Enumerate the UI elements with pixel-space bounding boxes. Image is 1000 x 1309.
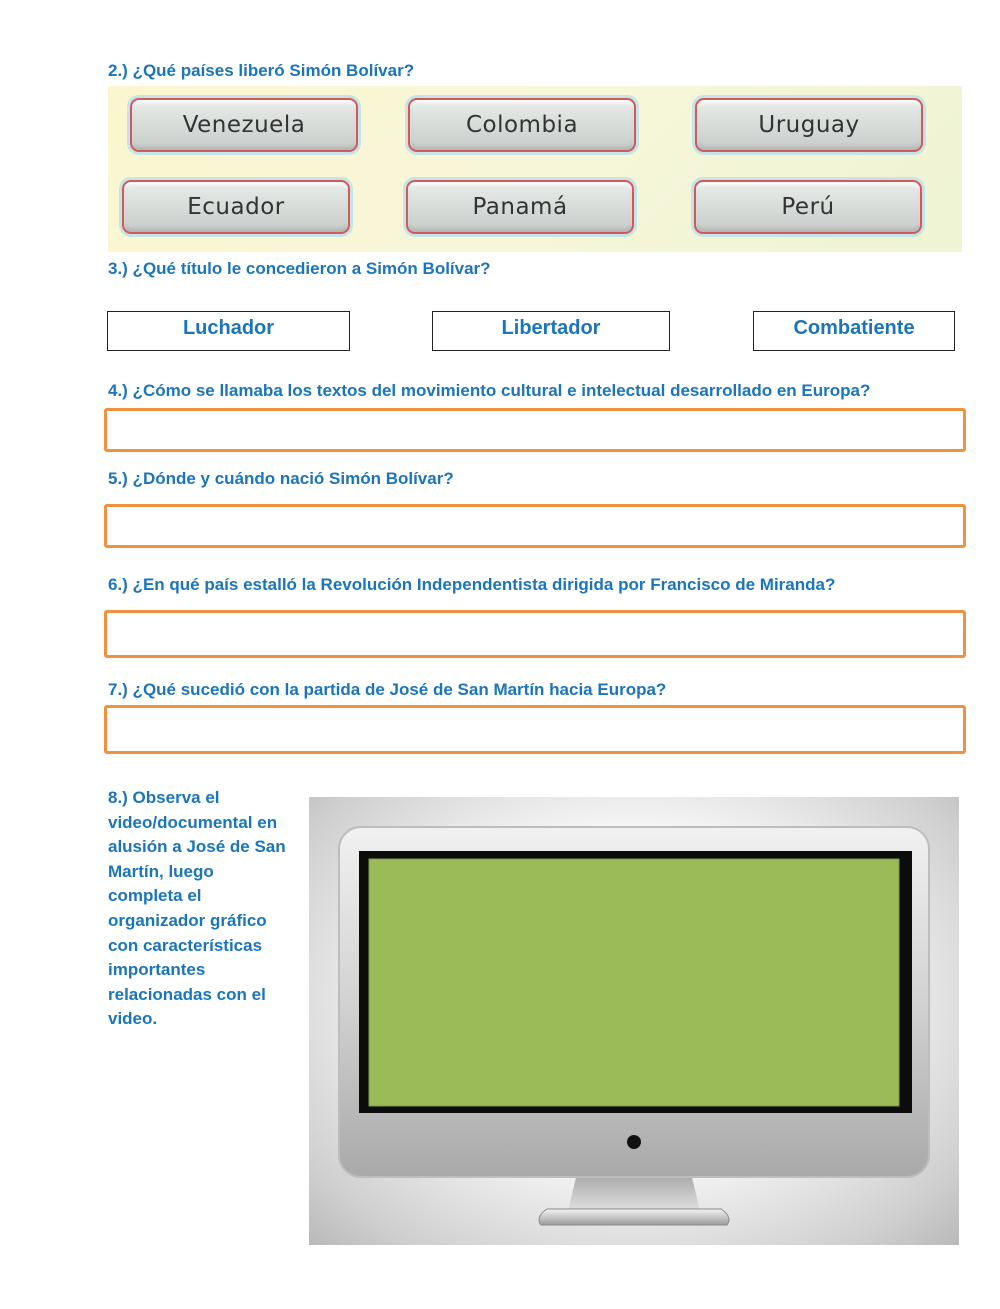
- question-5: 5.) ¿Dónde y cuándo nació Simón Bolívar?: [108, 469, 454, 488]
- option-libertador-box[interactable]: Libertador: [432, 311, 670, 351]
- question-8-line: organizador gráfico: [108, 910, 267, 930]
- monitor-image: [309, 797, 959, 1245]
- question-8-line: completa el: [108, 886, 202, 906]
- option-uruguay-button[interactable]: Uruguay: [695, 98, 923, 152]
- monitor-stand-base: [539, 1209, 729, 1225]
- answer-5-field[interactable]: [104, 504, 966, 548]
- option-combatiente-box[interactable]: Combatiente: [753, 311, 955, 351]
- monitor-screen: [369, 859, 899, 1106]
- option-peru-button[interactable]: Perú: [694, 180, 922, 234]
- power-button-icon: [627, 1135, 641, 1149]
- question-8-line: video.: [108, 1009, 158, 1029]
- question-8-line: Martín, luego: [108, 861, 214, 881]
- question-8: [108, 786, 300, 1032]
- option-panama-button[interactable]: Panamá: [406, 180, 634, 234]
- option-venezuela-button[interactable]: Venezuela: [130, 98, 358, 152]
- question-6: 6.) ¿En qué país estalló la Revolución Independentista dirigida por Francisco de Miranda?: [108, 575, 836, 594]
- answer-7-field[interactable]: [104, 705, 966, 754]
- answer-4-field[interactable]: [104, 408, 966, 452]
- question-8-line: alusión a José de San: [108, 837, 286, 857]
- question-8-line: relacionadas con el: [108, 984, 266, 1004]
- question-3: 3.) ¿Qué título le concedieron a Simón Bolívar?: [108, 259, 491, 278]
- question-8-line: video/documental en: [108, 812, 278, 832]
- option-ecuador-button[interactable]: Ecuador: [122, 180, 350, 234]
- answer-6-field[interactable]: [104, 610, 966, 658]
- question-8-line: importantes: [108, 960, 206, 980]
- question-2: 2.) ¿Qué países liberó Simón Bolívar?: [108, 61, 415, 80]
- country-options-panel: [108, 86, 962, 252]
- option-luchador-box[interactable]: Luchador: [107, 311, 350, 351]
- question-7: 7.) ¿Qué sucedió con la partida de José de San Martín hacia Europa?: [108, 680, 667, 699]
- option-colombia-button[interactable]: Colombia: [408, 98, 636, 152]
- question-4: 4.) ¿Cómo se llamaba los textos del movimiento cultural e intelectual desarrollado en Europa?: [108, 381, 871, 400]
- question-8-line: 8.) Observa el: [108, 788, 220, 807]
- question-8-line: con características: [108, 935, 263, 955]
- monitor-graphic: [309, 797, 959, 1245]
